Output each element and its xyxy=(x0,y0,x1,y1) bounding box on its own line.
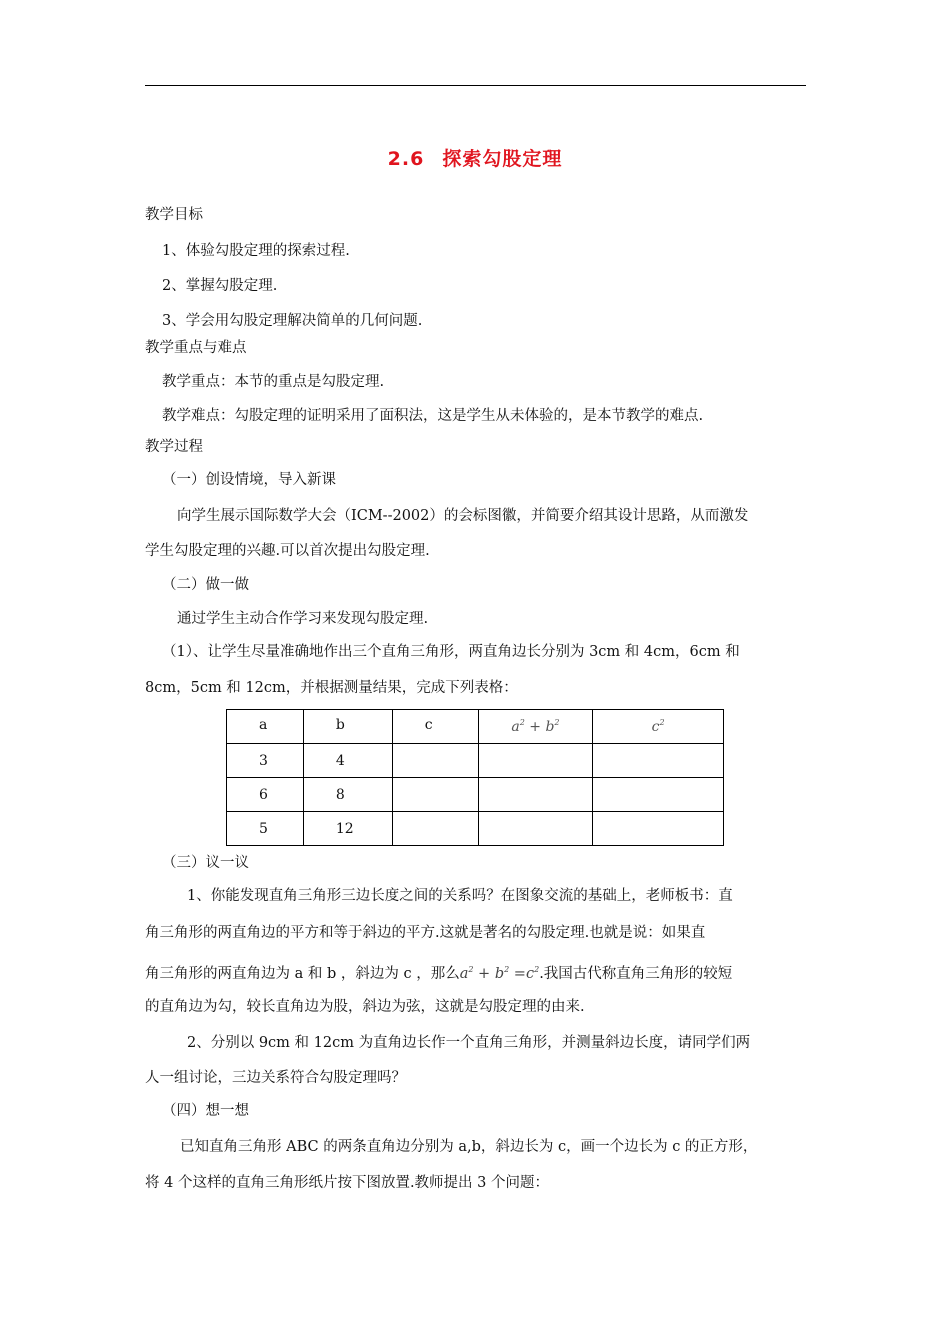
section-1-title: （一）创设情境，导入新课 xyxy=(162,472,336,488)
cell-b: 8 xyxy=(303,778,392,812)
cell-c xyxy=(392,812,478,846)
cell-b: 12 xyxy=(303,812,392,846)
section-3-para-line-2: 角三角形的两直角边的平方和等于斜边的平方.这就是著名的勾股定理.也就是说：如果直 xyxy=(145,925,706,941)
cell-a: 5 xyxy=(227,812,304,846)
section-4-title: （四）想一想 xyxy=(162,1103,249,1119)
section-1-para-line-2: 学生勾股定理的兴趣.可以首次提出勾股定理. xyxy=(145,543,430,559)
objective-item-2: 2、掌握勾股定理. xyxy=(162,278,278,294)
objectives-heading: 教学目标 xyxy=(145,207,203,223)
table-header-row xyxy=(227,710,724,744)
section-2-title: （二）做一做 xyxy=(162,577,249,593)
cell-a: 6 xyxy=(227,778,304,812)
process-heading: 教学过程 xyxy=(145,439,203,455)
section-3-para-line-4: 的直角边为勾，较长直角边为股，斜边为弦，这就是勾股定理的由来. xyxy=(145,999,585,1015)
cell-c xyxy=(392,778,478,812)
section-2-para: 通过学生主动合作学习来发现勾股定理. xyxy=(177,611,429,627)
cell-sum xyxy=(478,812,593,846)
key-difficulty: 教学难点：勾股定理的证明采用了面积法，这是学生从未体验的，是本节教学的难点. xyxy=(162,408,704,424)
section-4-para-line-1: 已知直角三角形 ABC 的两条直角边分别为 a,b，斜边长为 c，画一个边长为 c 的正方形， xyxy=(180,1139,758,1155)
section-3-para-line-1: 1、你能发现直角三角形三边长度之间的关系吗？在图象交流的基础上，老师板书：直 xyxy=(187,888,733,904)
key-focus: 教学重点：本节的重点是勾股定理. xyxy=(162,374,385,390)
para-line-3-end: .我国古代称直角三角形的较短 xyxy=(539,966,733,982)
section-3-question-2-line-2: 人一组讨论，三边关系符合勾股定理吗？ xyxy=(145,1070,406,1086)
cell-c2 xyxy=(593,778,724,812)
cell-sum xyxy=(478,778,593,812)
cell-c2 xyxy=(593,744,724,778)
section-4-para-line-2: 将 4 个这样的直角三角形纸片按下图放置.教师提出 3 个问题： xyxy=(145,1175,549,1191)
title-text: 探索勾股定理 xyxy=(442,148,563,170)
cell-b: 4 xyxy=(303,744,392,778)
section-3-para-line-3 xyxy=(145,960,732,984)
header-b: b xyxy=(303,710,392,744)
header-a2-plus-b2: $a^2 + b^2$ xyxy=(478,710,593,744)
keypoints-heading: 教学重点与难点 xyxy=(145,340,247,356)
header-c: c xyxy=(392,710,478,744)
header-a: a xyxy=(227,710,304,744)
table-row xyxy=(227,812,724,846)
section-2-task-line-1: （1）、让学生尽量准确地作出三个直角三角形，两直角边长分别为 3cm 和 4cm，6cm 和 xyxy=(162,644,740,660)
cell-c xyxy=(392,744,478,778)
cell-sum xyxy=(478,744,593,778)
header-c2: $c^2$ xyxy=(593,710,724,744)
section-3-question-2-line-1: 2、分别以 9cm 和 12cm 为直角边长作一个直角三角形，并测量斜边长度，请同学们两 xyxy=(187,1035,751,1051)
page-title xyxy=(0,144,950,171)
objective-item-1: 1、体验勾股定理的探索过程. xyxy=(162,243,350,259)
section-3-title: （三）议一议 xyxy=(162,855,249,871)
cell-a: 3 xyxy=(227,744,304,778)
measurement-table xyxy=(226,709,724,846)
para-line-3-start: 角三角形的两直角边为 a 和 b ，斜边为 c ，那么 xyxy=(145,966,460,982)
table-row xyxy=(227,778,724,812)
section-2-task-line-2: 8cm，5cm 和 12cm，并根据测量结果，完成下列表格： xyxy=(145,680,518,696)
section-1-para-line-1: 向学生展示国际数学大会（ICM--2002）的会标图徽，并简要介绍其设计思路，从而激发 xyxy=(177,508,749,524)
section-number: 2.6 xyxy=(387,148,425,170)
table-row xyxy=(227,744,724,778)
objective-item-3: 3、学会用勾股定理解决简单的几何问题. xyxy=(162,313,423,329)
pythagorean-formula: $a^2 + b^2 =c^2$ xyxy=(459,965,540,982)
cell-c2 xyxy=(593,812,724,846)
header-rule xyxy=(145,85,806,86)
